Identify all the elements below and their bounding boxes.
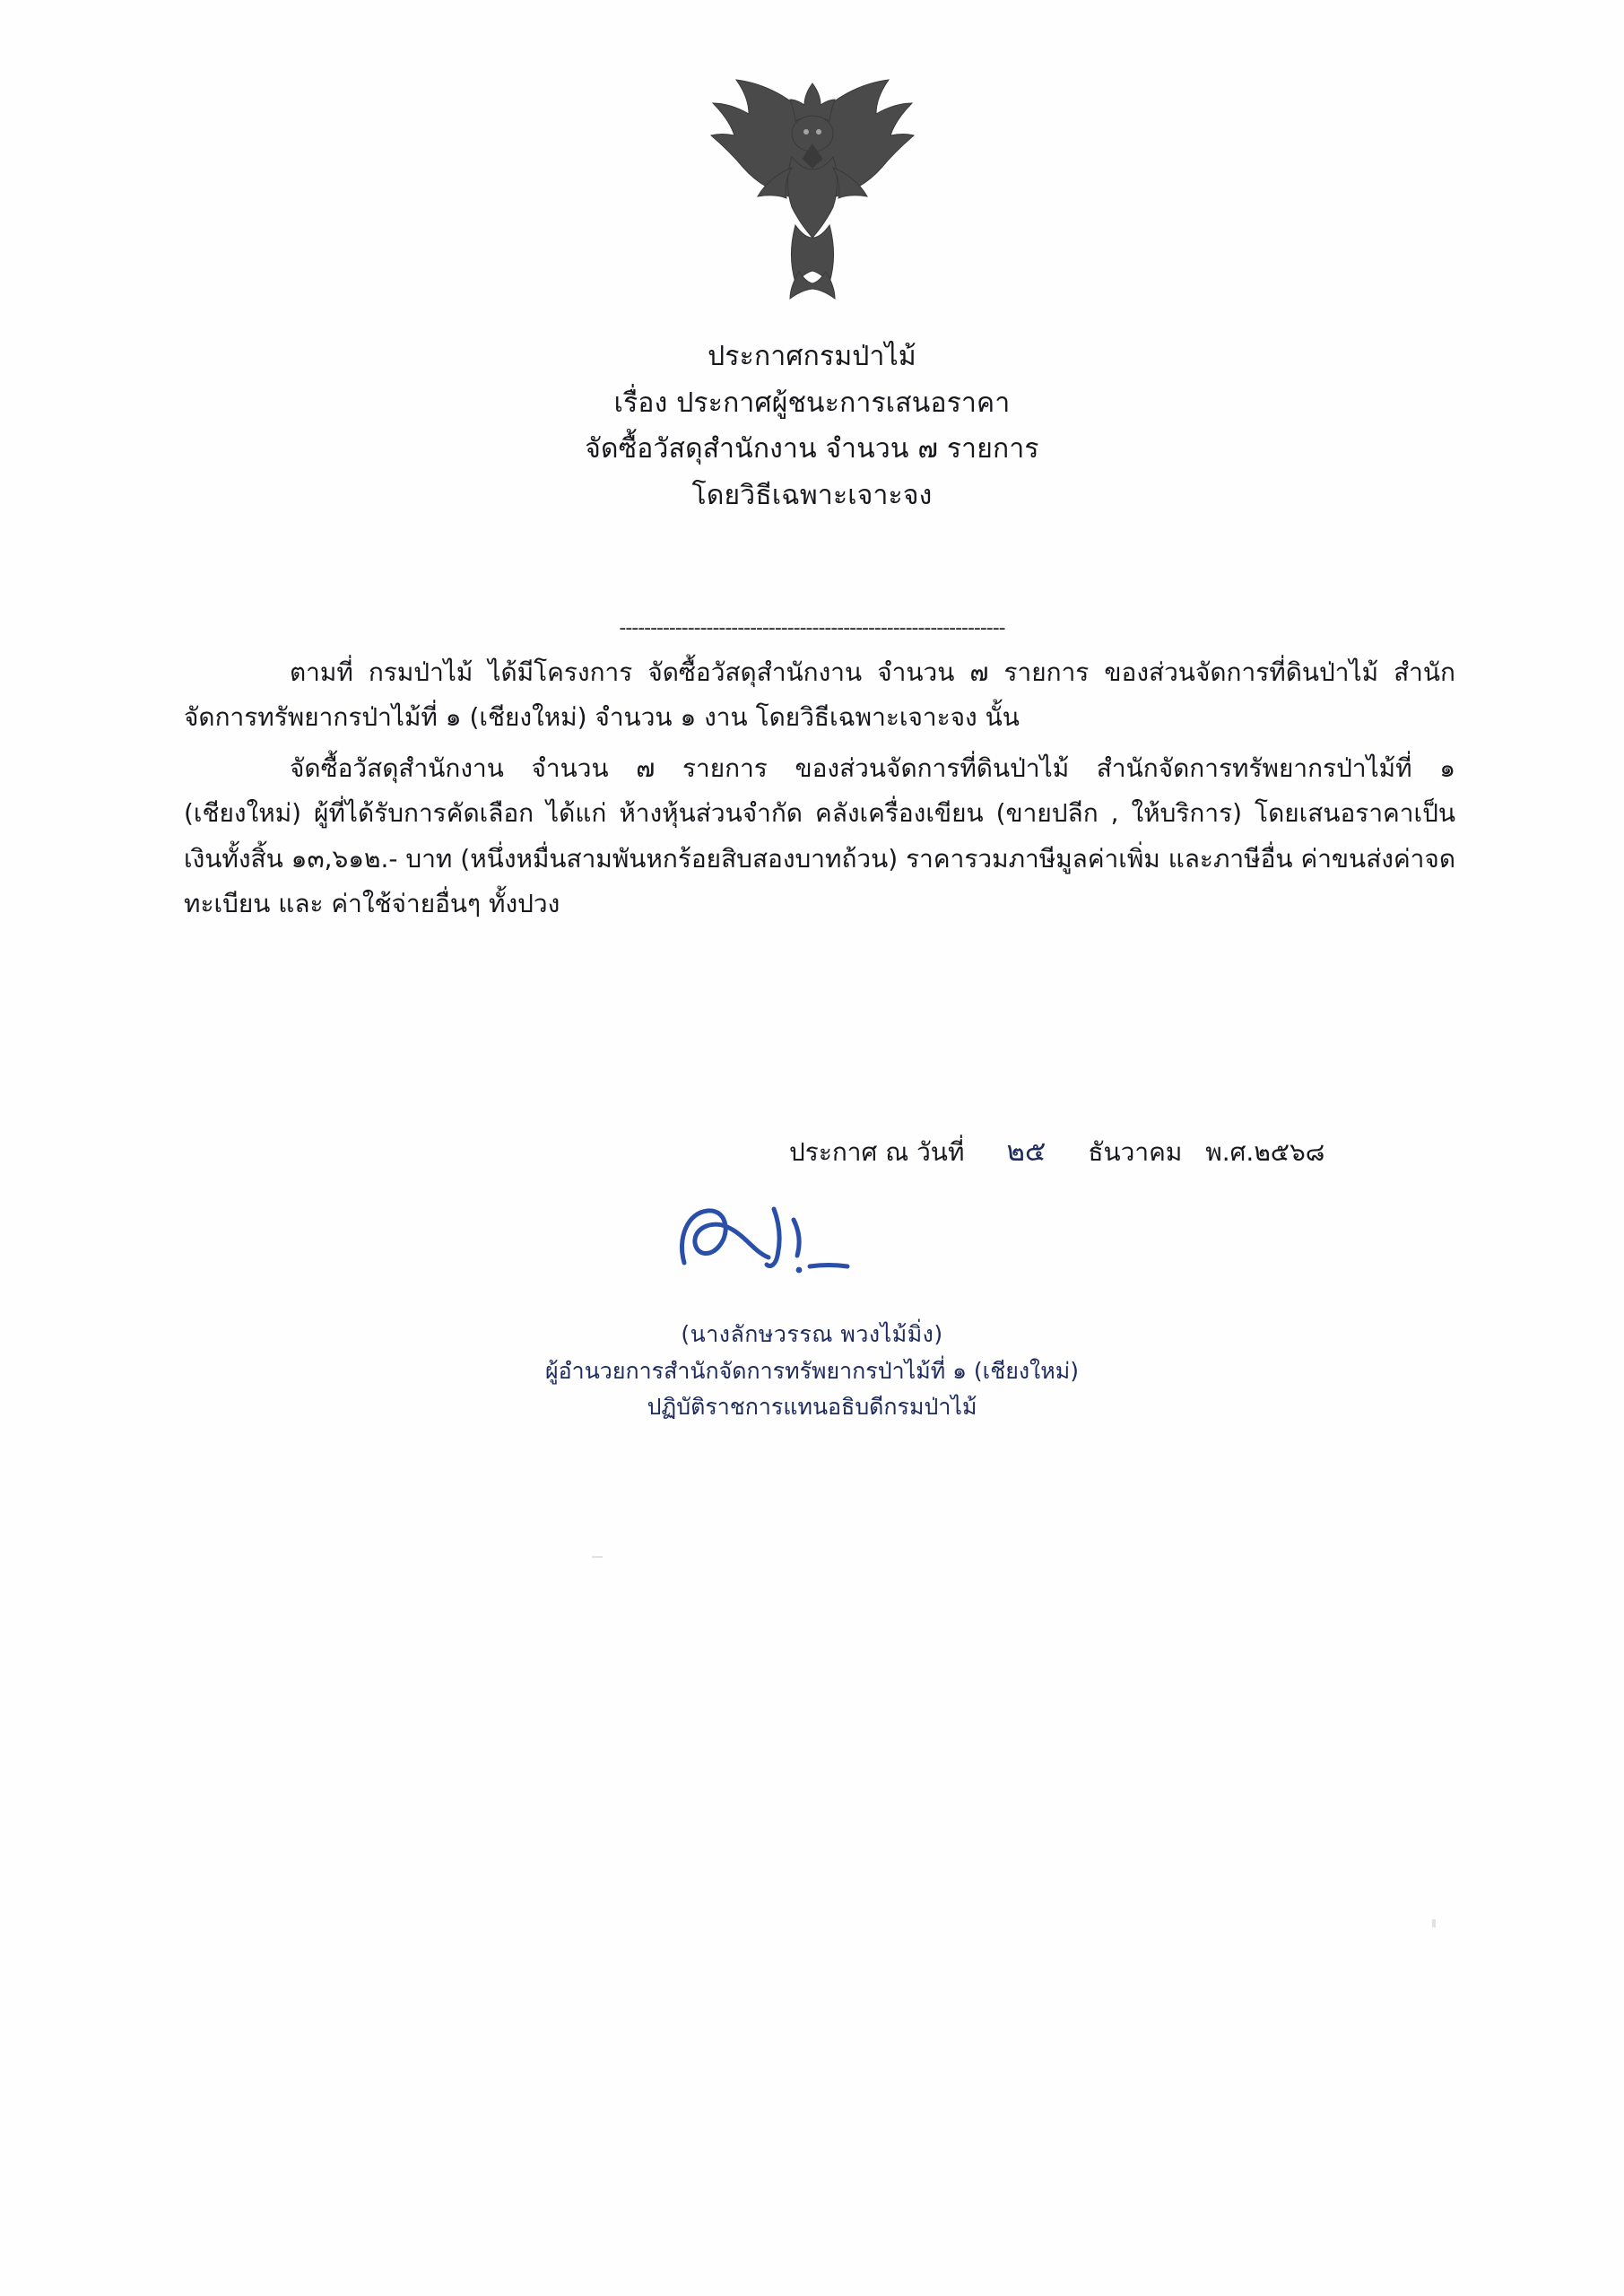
- heading-line-4: โดยวิธีเฉพาะเจาะจง: [691, 479, 933, 511]
- heading-line-3: จัดซื้อวัสดุสำนักงาน จำนวน ๗ รายการ: [585, 433, 1039, 465]
- signer-name: (นางลักษวรรณ พวงไม้มิ่ง): [681, 1321, 943, 1347]
- paragraph-2: [184, 746, 1455, 927]
- date-year: ๒๕๖๘: [1254, 1137, 1325, 1167]
- paragraph-1-text: ตามที่ กรมป่าไม้ ได้มีโครงการ จัดซื้อวัสดุสำนักงาน จำนวน ๗ รายการ ของส่วนจัดการที่ดินป่าไม้ สำนักจัดการทรัพยากรป่าไม้ที่ ๑ (เชียงใหม่) จำนวน ๑ งาน โดยวิธีเฉพาะเจาะจง นั้น: [184, 657, 1455, 733]
- heading-line-2: เรื่อง ประกาศผู้ชนะการเสนอราคา: [613, 387, 1011, 419]
- signer-position: ผู้อำนวยการสำนักจัดการทรัพยากรป่าไม้ที่ ๑ (เชียงใหม่): [545, 1357, 1079, 1384]
- document-body: [184, 650, 1455, 930]
- signer-block: [0, 1317, 1624, 1426]
- heading-line-1: ประกาศกรมป่าไม้: [708, 341, 916, 372]
- paragraph-1: [184, 650, 1455, 741]
- scan-artifact: [592, 1556, 603, 1558]
- date-prefix: ประกาศ ณ วันที่: [789, 1137, 965, 1167]
- document-title-block: [0, 334, 1624, 518]
- scan-artifact: [1432, 1919, 1436, 1927]
- signer-acting: ปฏิบัติราชการแทนอธิบดีกรมป่าไม้: [647, 1394, 977, 1420]
- handwritten-signature: [668, 1193, 964, 1292]
- date-year-prefix: พ.ศ.: [1205, 1137, 1255, 1167]
- paragraph-2-text: จัดซื้อวัสดุสำนักงาน จำนวน ๗ รายการ ของส่วนจัดการที่ดินป่าไม้ สำนักจัดการทรัพยากรป่าไม้ที่ ๑ (เชียงใหม่) ผู้ที่ได้รับการคัดเลือก ได้แก่ ห้างหุ้นส่วนจำกัด คลังเครื่องเขียน (ขายปลีก , ให้บริการ) โดยเสนอราคาเป็นเงินทั้งสิ้น ๑๓,๖๑๒.- บาท (หนึ่งหมื่นสามพันหกร้อยสิบสองบาทถ้วน) ราคารวมภาษีมูลค่าเพิ่ม และภาษีอื่น ค่าขนส่งค่าจดทะเบียน และ ค่าใช้จ่ายอื่นๆ ทั้งปวง: [184, 752, 1455, 918]
- date-day: ๒๕: [1006, 1135, 1046, 1168]
- date-month: ธันวาคม: [1088, 1137, 1183, 1167]
- heading-separator: --------------------------------------------------------------: [619, 617, 1005, 639]
- announcement-date-line: [789, 1128, 1324, 1173]
- emblem-container: [0, 67, 1624, 309]
- garuda-emblem: [709, 67, 916, 305]
